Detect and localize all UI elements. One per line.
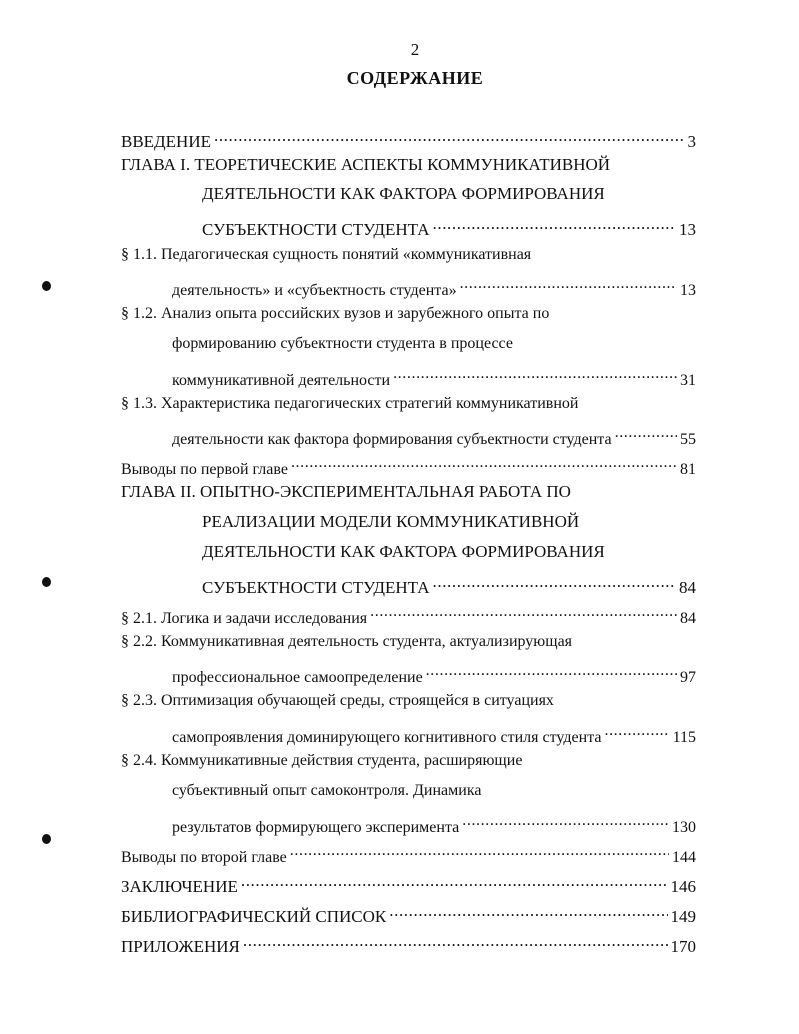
dot-leader [389, 900, 667, 922]
toc-entry-text: § 2.3. Оптимизация обучающей среды, строящейся в ситуациях [121, 692, 554, 709]
toc-page-number: 146 [670, 877, 696, 896]
toc-entry-section-1-3-line1 [121, 393, 681, 415]
toc-entry-text: Выводы по второй главе [121, 849, 287, 866]
toc-entry-text: ЗАКЛЮЧЕНИЕ [121, 877, 238, 896]
toc-entry-section-1-3-line2 [172, 422, 696, 448]
toc-entry-text: § 1.2. Анализ опыта российских вузов и зарубежного опыта по [121, 305, 550, 322]
toc-entry-bibliography [121, 900, 696, 926]
dot-leader [462, 810, 669, 832]
toc-page-number: 31 [680, 372, 696, 389]
toc-entry-text: деятельности как фактора формирования субъектности студента [172, 431, 612, 448]
toc-entry-section-1-2-line1 [121, 303, 641, 325]
toc-entry-text: РЕАЛИЗАЦИИ МОДЕЛИ КОММУНИКАТИВНОЙ [202, 512, 580, 531]
toc-entry-chapter1-line2 [202, 183, 682, 205]
dot-leader [433, 213, 677, 235]
toc-entry-text: коммуникативной деятельности [172, 372, 391, 389]
binder-hole-mark [42, 834, 51, 844]
toc-entry-section-2-2-line1 [121, 631, 681, 653]
toc-entry-text: СУБЪЕКТНОСТИ СТУДЕНТА [202, 578, 430, 597]
toc-entry-text: профессиональное самоопределение [172, 669, 423, 686]
toc-entry-section-1-2-line3 [172, 363, 696, 389]
toc-entry-chapter2-line4 [202, 571, 696, 597]
binder-hole-mark [42, 577, 51, 587]
binder-hole-mark [42, 281, 51, 291]
toc-entry-chapter1-line1 [121, 154, 701, 176]
toc-entry-section-2-1 [121, 601, 696, 627]
toc-page-number: 97 [680, 669, 696, 686]
page-title: СОДЕРЖАНИЕ [346, 68, 484, 88]
toc-entry-appendix [121, 930, 696, 956]
toc-entry-text: § 2.4. Коммуникативные действия студента, расширяющие [121, 752, 523, 769]
toc-entry-chapter1-line3 [202, 213, 696, 239]
toc-page-number: 55 [680, 431, 696, 448]
toc-entry-text: формированию субъектности студента в процессе [172, 335, 513, 352]
toc-entry-section-2-4-line3 [172, 810, 696, 836]
toc-page-number: 84 [680, 610, 696, 627]
toc-entry-section-2-3-line1 [121, 690, 681, 712]
toc-entry-text: ГЛАВА II. ОПЫТНО-ЭКСПЕРИМЕНТАЛЬНАЯ РАБОТА ПО [121, 482, 571, 501]
dot-leader [290, 840, 669, 862]
toc-entry-conclusions-chapter2 [121, 840, 696, 866]
toc-entry-text: ДЕЯТЕЛЬНОСТИ КАК ФАКТОРА ФОРМИРОВАНИЯ [202, 542, 605, 561]
toc-entry-section-2-4-line1 [121, 750, 681, 772]
dot-leader [291, 452, 677, 474]
toc-entry-section-2-4-line2 [172, 780, 652, 802]
toc-page-number: 84 [679, 578, 696, 597]
toc-page-number: 115 [672, 729, 696, 746]
toc-entry-text: ВВЕДЕНИЕ [121, 132, 211, 151]
toc-page-number: 144 [672, 849, 696, 866]
toc-entry-text: Выводы по первой главе [121, 461, 288, 478]
toc-entry-text: субъективный опыт самоконтроля. Динамика [172, 782, 482, 799]
toc-page-number: 149 [670, 907, 696, 926]
toc-entry-text: ГЛАВА I. ТЕОРЕТИЧЕСКИЕ АСПЕКТЫ КОММУНИКАТИВНОЙ [121, 155, 611, 174]
toc-page-number: 170 [670, 937, 696, 956]
toc-entry-text: § 1.1. Педагогическая сущность понятий «коммуникативная [121, 246, 532, 263]
toc-entry-chapter2-line1 [121, 481, 681, 503]
dot-leader [370, 601, 677, 623]
toc-entry-text: ПРИЛОЖЕНИЯ [121, 937, 240, 956]
dot-leader [604, 720, 669, 742]
toc-page-number: 13 [679, 220, 696, 239]
toc-entry-section-2-3-line2 [172, 720, 696, 746]
toc-entry-text: § 2.1. Логика и задачи исследования [121, 610, 368, 627]
toc-entry-conclusion [121, 870, 696, 896]
toc-entry-text: § 1.3. Характеристика педагогических стратегий коммуникативной [121, 395, 579, 412]
toc-page-number: 13 [680, 282, 696, 299]
toc-entry-intro [121, 125, 696, 151]
toc-entry-text: ДЕЯТЕЛЬНОСТИ КАК ФАКТОРА ФОРМИРОВАНИЯ [202, 184, 605, 203]
dot-leader [426, 660, 677, 682]
toc-entry-chapter2-line3 [202, 541, 682, 563]
dot-leader [460, 273, 677, 295]
dot-leader [615, 422, 677, 444]
toc-entry-chapter2-line2 [202, 511, 682, 533]
toc-entry-section-2-2-line2 [172, 660, 696, 686]
toc-entry-section-1-1-line2 [172, 273, 696, 299]
toc-entry-text: БИБЛИОГРАФИЧЕСКИЙ СПИСОК [121, 907, 387, 926]
toc-page-number: 81 [680, 461, 696, 478]
dot-leader [393, 363, 677, 385]
toc-entry-section-1-1-line1 [121, 244, 641, 266]
dot-leader [214, 125, 685, 147]
dot-leader [433, 571, 677, 593]
page-number: 2 [410, 40, 420, 59]
dot-leader [243, 930, 668, 952]
toc-page-number: 3 [687, 132, 696, 151]
toc-entry-text: § 2.2. Коммуникативная деятельность студента, актуализирующая [121, 633, 573, 650]
toc-entry-conclusions-chapter1 [121, 452, 696, 478]
toc-page-number: 130 [672, 819, 696, 836]
toc-entry-text: самопроявления доминирующего когнитивного стиля студента [172, 729, 602, 746]
dot-leader [241, 870, 668, 892]
toc-entry-text: СУБЪЕКТНОСТИ СТУДЕНТА [202, 220, 430, 239]
toc-entry-section-1-2-line2 [172, 333, 652, 355]
toc-entry-text: деятельность» и «субъектность студента» [172, 282, 457, 299]
toc-entry-text: результатов формирующего эксперимента [172, 819, 460, 836]
